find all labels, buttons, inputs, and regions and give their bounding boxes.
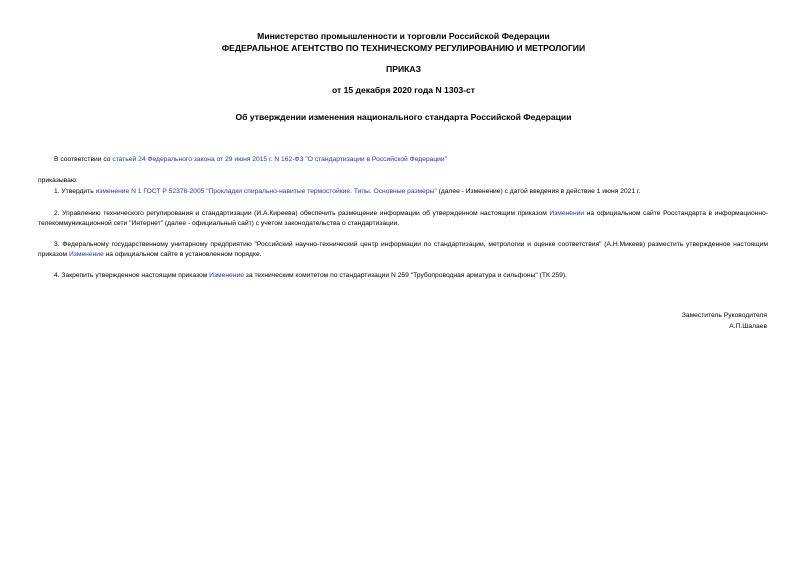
order-word: приказываю: (38, 177, 78, 184)
item-4-change-link[interactable]: Изменение (209, 272, 244, 279)
document-title: Об утверждении изменения национального стандарта Российской Федерации (235, 112, 572, 122)
standard-change-link[interactable]: изменение N 1 ГОСТ Р 52376-2005 "Прокладки спирально-навитые термостойкие. Типы. Основные размеры" (95, 188, 437, 195)
item-4 (38, 271, 768, 281)
signatory-position: Заместитель Руководителя (681, 312, 767, 319)
item-1 (38, 187, 768, 197)
item-3 (38, 240, 768, 260)
ministry-name: Министерство промышленности и торговли Российской Федерации (257, 31, 550, 41)
item-2-change-link[interactable]: Изменении (549, 210, 585, 217)
item-3-suffix: на официальном сайте в установленном порядке. (103, 251, 262, 258)
item-3-text: 3. Федеральному государственному унитарному предприятию "Российский научно-технический центр информации по стандартизации, метрологии и оценке соответствия" (А.Н.Микеев) разместить утвержденное настоящим приказом (38, 241, 768, 258)
item-3-change-link[interactable]: Изменение (68, 251, 104, 258)
document-type: ПРИКАЗ (386, 64, 421, 74)
agency-name: ФЕДЕРАЛЬНОЕ АГЕНТСТВО ПО ТЕХНИЧЕСКОМУ РЕГУЛИРОВАНИЮ И МЕТРОЛОГИИ (221, 43, 586, 53)
item-4-suffix: за техническим комитетом по стандартизации N 259 "Трубопроводная арматура и сильфоны" (ТК 259). (243, 272, 567, 279)
signatory-name: А.П.Шалаев (729, 323, 767, 330)
federal-law-link[interactable]: статьей 24 Федерального закона от 29 июня 2015 г. N 162-ФЗ "О стандартизации в Российской Федерации" (112, 156, 448, 163)
preamble-paragraph (38, 155, 768, 165)
item-1-suffix: (далее - Изменение) с датой введения в действие 1 июня 2021 г. (436, 188, 641, 195)
preamble-text: В соответствии со (54, 156, 113, 163)
item-2-suffix: на официальном сайте Росстандарта в информационно-телекоммуникационной сети "Интернет" (далее - официальный сайт) с учетом законодательства о стандартизации. (38, 210, 768, 227)
item-4-text: 4. Закрепить утвержденное настоящим приказом (54, 272, 210, 279)
document-date-number: от 15 декабря 2020 года N 1303-ст (331, 85, 476, 95)
item-2 (38, 209, 768, 229)
item-1-text: 1. Утвердить (54, 188, 96, 195)
item-2-text: 2. Управлению технического регулирования и стандартизации (И.А.Киреева) обеспечить размещение информации об утвержденном настоящим приказом (54, 210, 550, 217)
